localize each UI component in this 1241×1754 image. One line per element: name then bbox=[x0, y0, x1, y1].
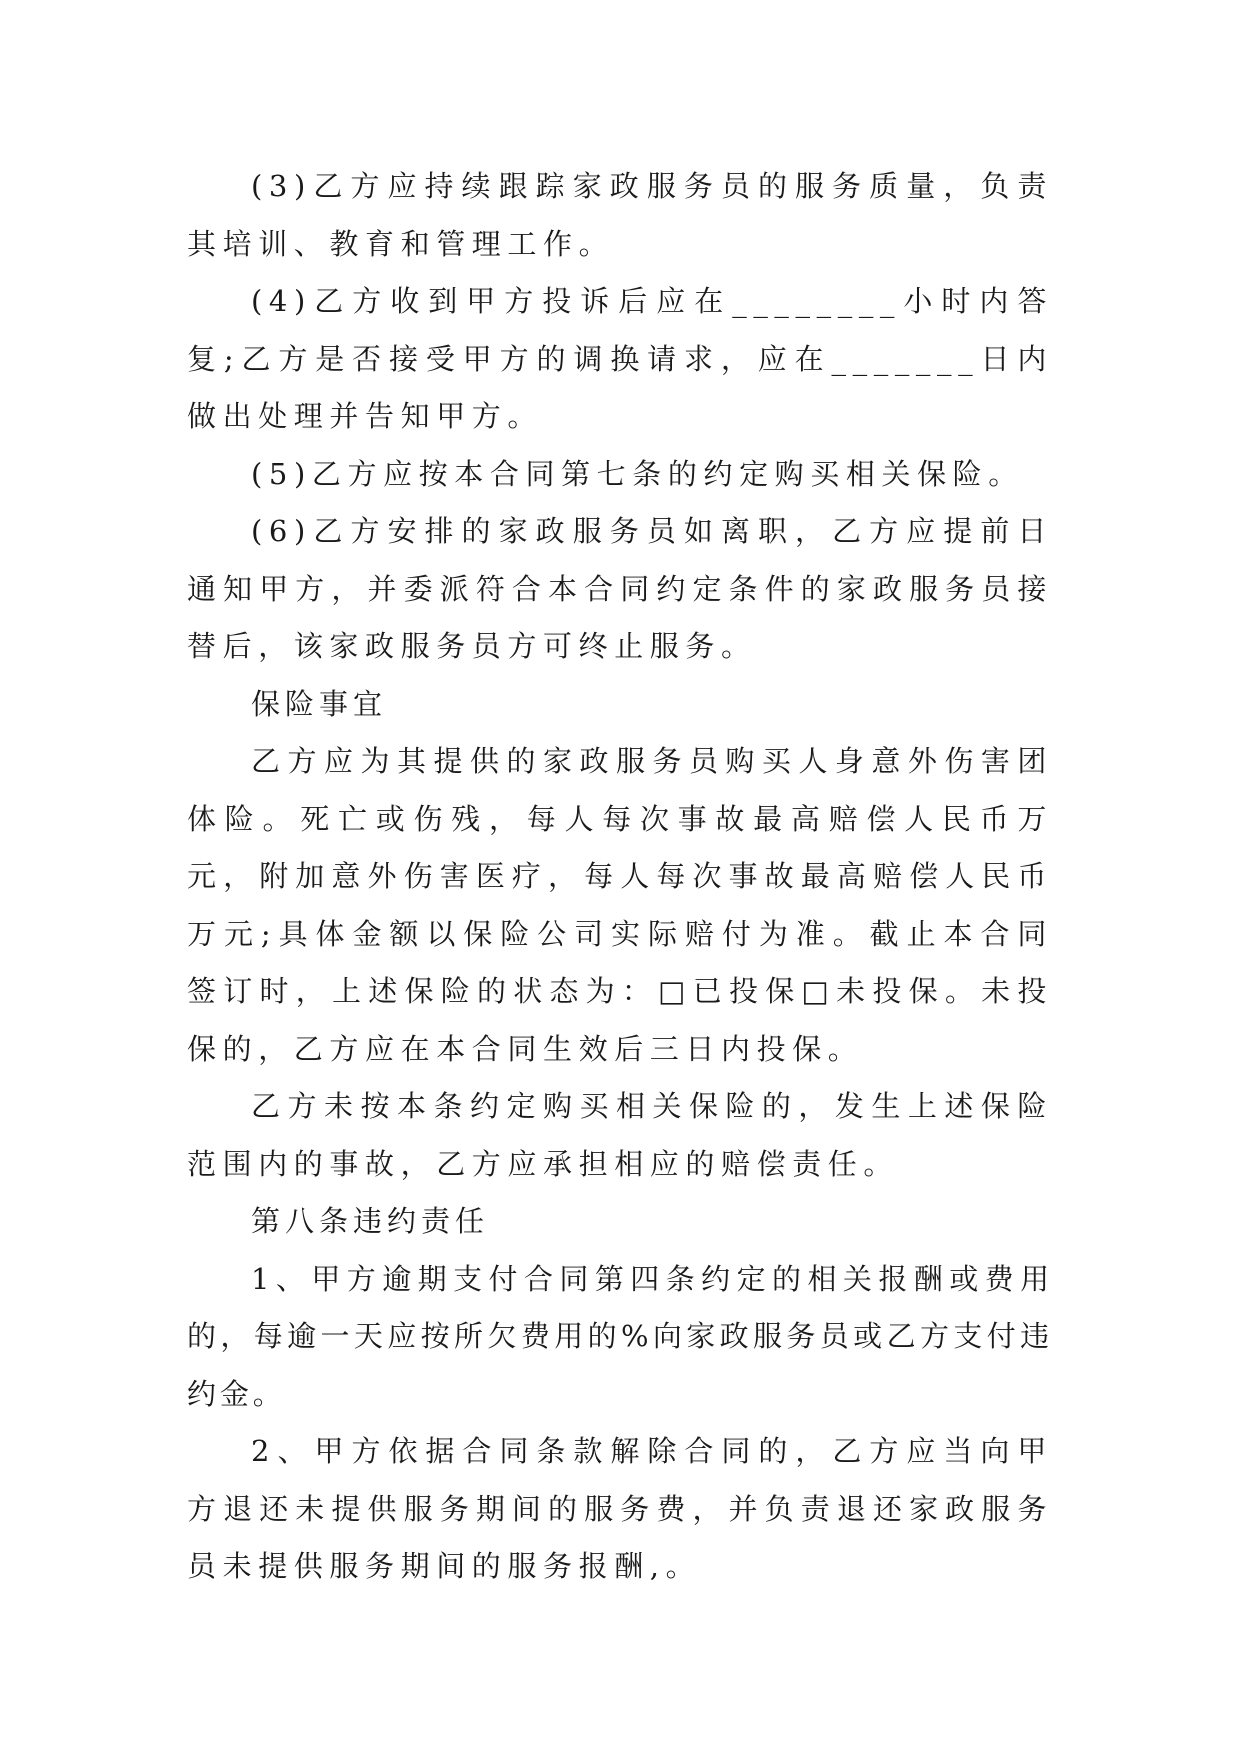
document-body bbox=[187, 158, 1053, 1596]
clause-5-paragraph: (5)乙方应按本合同第七条的约定购买相关保险。 bbox=[251, 456, 1024, 491]
clause-3-paragraph: (3)乙方应持续跟踪家政服务员的服务质量，负责其培训、教育和管理工作。 bbox=[187, 169, 1053, 261]
article-8-item-2-paragraph: 2、甲方依据合同条款解除合同的，乙方应当向甲方退还未提供服务期间的服务费，并负责退还家政服务员未提供服务期间的服务报酬,。 bbox=[187, 1434, 1053, 1583]
insurance-heading: 保险事宜 bbox=[251, 686, 388, 721]
clause-6-paragraph: (6)乙方安排的家政服务员如离职，乙方应提前日通知甲方，并委派符合本合同约定条件的家政服务员接替后，该家政服务员方可终止服务。 bbox=[187, 514, 1053, 663]
clause-4-paragraph: (4)乙方收到甲方投诉后应在________小时内答复;乙方是否接受甲方的调换请求，应在_______日内做出处理并告知甲方。 bbox=[187, 284, 1053, 433]
insurance-body-paragraph: 乙方应为其提供的家政服务员购买人身意外伤害团体险。死亡或伤残，每人每次事故最高赔偿人民币万元，附加意外伤害医疗，每人每次事故最高赔偿人民币万元;具体金额以保险公司实际赔付为准。截止本合同签订时，上述保险的状态为：□已投保□未投保。未投保的，乙方应在本合同生效后三日内投保。 bbox=[187, 744, 1053, 1066]
article-8-item-1-paragraph: 1、甲方逾期支付合同第四条约定的相关报酬或费用的，每逾一天应按所欠费用的%向家政服务员或乙方支付违约金。 bbox=[187, 1261, 1053, 1411]
insurance-liability-paragraph: 乙方未按本条约定购买相关保险的，发生上述保险范围内的事故，乙方应承担相应的赔偿责任。 bbox=[187, 1089, 1053, 1181]
article-8-heading: 第八条违约责任 bbox=[251, 1204, 490, 1238]
